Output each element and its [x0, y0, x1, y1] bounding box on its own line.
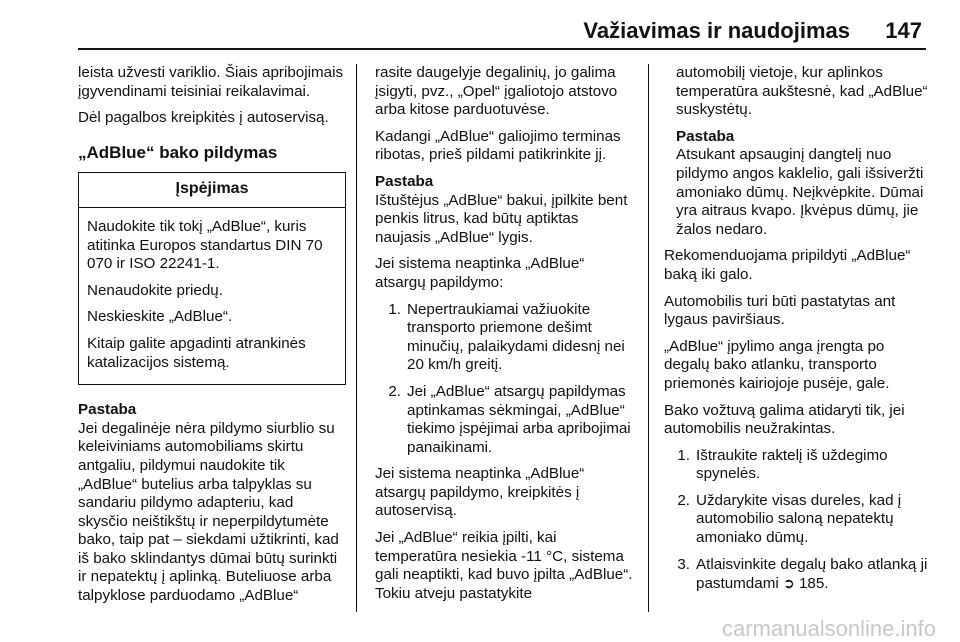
- list-item: [664, 556, 928, 594]
- note-text: Atsukant apsauginį dangtelį nuo pildymo angos kaklelio, gali išsiveržti amoniako dūmų. Neįkvėpkite. Dūmai yra aitraus kvapo. Įkvėpus dūmų, jie žalos nedaro.: [676, 146, 924, 238]
- warning-paragraph: Neskieskite „AdBlue“.: [87, 308, 233, 326]
- paragraph: Rekomenduojama pripildyti „AdBlue“ baką iki galo.: [664, 247, 911, 283]
- note-block: [664, 128, 928, 240]
- warning-paragraph: Nenaudokite priedų.: [87, 281, 223, 299]
- list-number: 1.: [388, 300, 401, 318]
- note-title: Pastaba: [78, 401, 137, 419]
- column-2: [375, 64, 637, 611]
- paragraph: Automobilis turi būti pastatytas ant lygaus paviršiaus.: [664, 292, 896, 329]
- header-divider: [78, 48, 926, 50]
- list-number: 2.: [388, 382, 401, 400]
- list-text-part: Atlaisvinkite degalų bako atlanką ji pastumdami: [696, 555, 928, 593]
- paragraph: Jei sistema neaptinka „AdBlue“ atsargų papildymo, kreipkitės į autoservisą.: [375, 465, 585, 520]
- paragraph: Dėl pagalbos kreipkitės į autoservisą.: [78, 109, 329, 127]
- paragraph: Jei sistema neaptinka „AdBlue“ atsargų papildymo:: [375, 255, 585, 291]
- page-reference[interactable]: 185.: [798, 575, 829, 593]
- list-item: [375, 383, 637, 457]
- page-reference-arrow-icon: ➲: [782, 575, 795, 592]
- warning-title: Įspėjimas: [79, 173, 345, 208]
- list-item: [664, 447, 928, 484]
- list-number: 3.: [677, 555, 690, 573]
- warning-paragraph: Kitaip galite apgadinti atrankinės katalizacijos sistemą.: [87, 334, 306, 371]
- note-title: Pastaba: [375, 172, 434, 190]
- paragraph: rasite daugelyje degalinių, jo galima įsigyti, pvz., „Opel“ įgaliotojo atstovo arba kitose parduotuvėse.: [375, 64, 618, 119]
- list-number: 1.: [677, 446, 690, 464]
- column-divider-1: [356, 64, 357, 612]
- paragraph: Kadangi „AdBlue“ galiojimo terminas ribotas, prieš pildami patikrinkite jį.: [375, 127, 621, 164]
- list-item: [664, 492, 928, 548]
- numbered-list: [664, 447, 928, 594]
- warning-body: [79, 208, 345, 384]
- list-text: Ištraukite raktelį iš uždegimo spynelės.: [696, 446, 888, 483]
- list-text: Nepertraukiamai važiuokite transporto priemone dešimt minučių, palaikydami didesnį nei 20 km/h greitį.: [407, 300, 625, 374]
- watermark: carmanualsonline.info: [721, 616, 936, 641]
- page-number: 147: [885, 18, 922, 43]
- list-text: Jei „AdBlue“ atsargų papildymas aptinkamas sėkmingai, „AdBlue“ tiekimo įspėjimai arba apribojimai panaikinami.: [407, 382, 631, 456]
- column-1: [78, 64, 346, 614]
- paragraph: „AdBlue“ įpylimo anga įrengta po degalų bako atlanku, transporto priemonės kairiojoje pusėje, gale.: [664, 337, 890, 392]
- paragraph: leista užvesti variklio. Šiais apribojimais įgyvendinami teisiniai reikalavimai.: [78, 64, 344, 100]
- warning-paragraph: Naudokite tik tokį „AdBlue“, kuris atitinka Europos standartus DIN 70 070 ir ISO 22241-1.: [87, 217, 323, 273]
- page-header-title: Važiavimas ir naudojimas: [583, 18, 850, 43]
- list-text: Uždarykite visas dureles, kad į automobilio saloną nepatektų amoniako dūmų.: [696, 491, 902, 547]
- note-text: Ištuštėjus „AdBlue“ bakui, įpilkite bent penkis litrus, kad būtų aptiktas naujasis „AdBlue“ lygis.: [375, 191, 628, 246]
- warning-box: [78, 172, 346, 385]
- note-text: Jei degalinėje nėra pildymo siurblio su keleiviniams automobiliams skirtu antgaliu, pildymui naudokite tik „AdBlue“ butelius arba talpyklas su sandariu pildymo adapteriu, kad skysčio neištikštų ir neperpildytumėte bako, taip pat – siekdami užtikrinti, kad iš bako sklindantys dūmai būtų surinkti ir nepatektų į aplinką. Buteliuose arba talpyklose parduodamo „AdBlue“: [78, 419, 339, 605]
- note-title: Pastaba: [676, 127, 735, 145]
- list-number: 2.: [677, 491, 690, 509]
- list-continuation: automobilį vietoje, kur aplinkos temperatūra aukštesnė, kad „AdBlue“ suskystėtų.: [676, 64, 928, 119]
- paragraph: Bako vožtuvą galima atidaryti tik, jei automobilis neužrakintas.: [664, 401, 905, 438]
- numbered-list: [375, 301, 637, 458]
- column-3: [664, 64, 928, 602]
- column-divider-2: [648, 64, 649, 612]
- list-item: [375, 301, 637, 375]
- list-text: [696, 556, 928, 594]
- section-heading: „AdBlue“ bako pildymas: [78, 142, 278, 162]
- paragraph: Jei „AdBlue“ reikia įpilti, kai temperatūra nesiekia -11 °C, sistema gali neaptikti, kad buvo įpilta „AdBlue“. Tokiu atveju pastatykite: [375, 529, 633, 602]
